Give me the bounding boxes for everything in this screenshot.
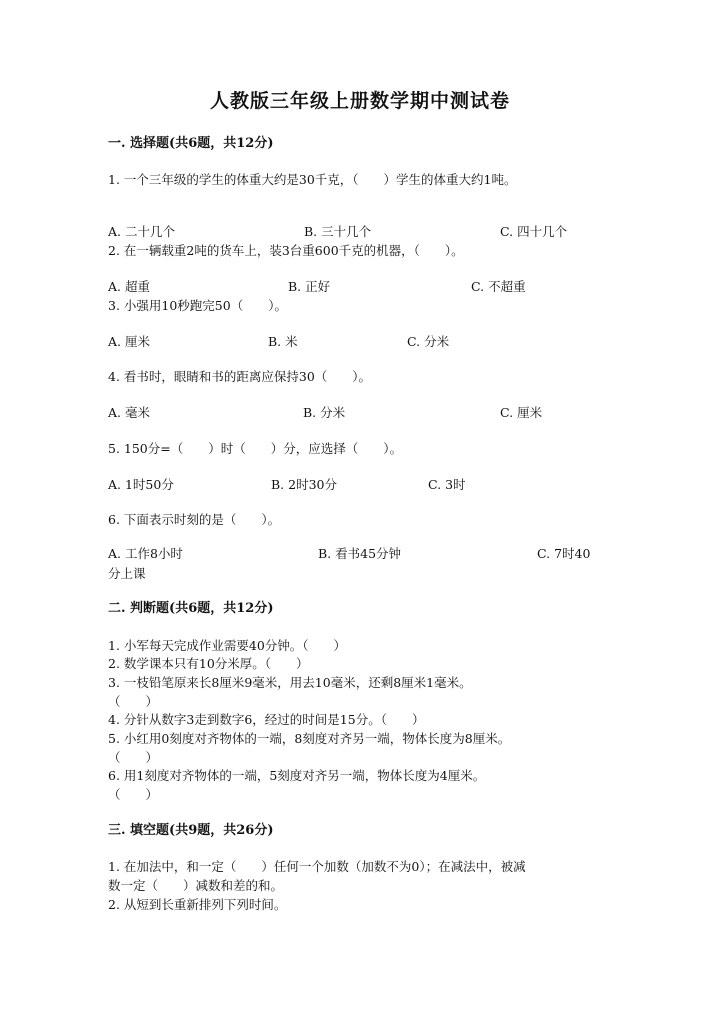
option-b: B. 三十几个 [304, 224, 372, 239]
option-c: C. 不超重 [471, 279, 526, 294]
question-stem: 3. 一枝铅笔原来长8厘米9毫米，用去10毫米，还剩8厘米1毫米。 [108, 675, 472, 690]
answer-blank: （ ） [108, 694, 159, 709]
option-c-continued: 分上课 [108, 566, 146, 581]
page-title: 人教版三年级上册数学期中测试卷 [209, 90, 510, 112]
question-stem-continued: 数一定（ ）减数和差的和。 [108, 878, 284, 893]
option-c: C. 厘米 [500, 405, 543, 420]
option-c: C. 四十几个 [500, 224, 568, 239]
option-b: B. 正好 [288, 279, 331, 294]
question-stem: 2. 在一辆载重2吨的货车上，装3台重600千克的机器，（ ）。 [108, 243, 464, 258]
question-stem: 1. 一个三年级的学生的体重大约是30千克，（ ）学生的体重大约1吨。 [108, 172, 517, 187]
option-c: C. 分米 [407, 334, 450, 349]
question-stem: 5. 小红用0刻度对齐物体的一端，8刻度对齐另一端，物体长度为8厘米。 [108, 731, 511, 746]
question-stem: 5. 150分=（ ）时（ ）分，应选择（ ）。 [108, 441, 402, 456]
option-b: B. 米 [268, 334, 298, 349]
option-a: A. 超重 [108, 279, 150, 294]
option-a: A. 厘米 [108, 334, 150, 349]
section-heading: 一. 选择题(共6题，共12分) [108, 136, 274, 151]
option-c: C. 7时40 [537, 546, 591, 561]
question-stem: 6. 下面表示时刻的是（ ）。 [108, 512, 281, 527]
answer-blank: （ ） [108, 787, 159, 802]
option-b: B. 分米 [303, 405, 346, 420]
option-b: B. 2时30分 [271, 477, 337, 492]
option-a: A. 毫米 [108, 405, 150, 420]
question-stem: 1. 小军每天完成作业需要40分钟。（ ） [108, 638, 347, 653]
option-a: A. 1时50分 [108, 477, 174, 492]
section-heading: 二. 判断题(共6题，共12分) [108, 601, 274, 616]
option-a: A. 二十几个 [108, 224, 175, 239]
answer-blank: （ ） [108, 750, 159, 765]
section-heading: 三. 填空题(共9题，共26分) [108, 823, 274, 838]
option-b: B. 看书45分钟 [318, 546, 402, 561]
option-a: A. 工作8小时 [108, 546, 183, 561]
question-stem: 4. 看书时，眼睛和书的距离应保持30（ ）。 [108, 369, 372, 384]
question-stem: 3. 小强用10秒跑完50（ ）。 [108, 298, 287, 313]
question-stem: 1. 在加法中，和一定（ ）任何一个加数（加数不为0）；在减法中，被减 [108, 859, 526, 874]
question-stem: 2. 从短到长重新排列下列时间。 [108, 897, 287, 912]
question-stem: 6. 用1刻度对齐物体的一端，5刻度对齐另一端，物体长度为4厘米。 [108, 768, 486, 783]
question-stem: 2. 数学课本只有10分米厚。（ ） [108, 656, 309, 671]
option-c: C. 3时 [428, 477, 466, 492]
question-stem: 4. 分针从数字3走到数字6，经过的时间是15分。（ ） [108, 712, 425, 727]
